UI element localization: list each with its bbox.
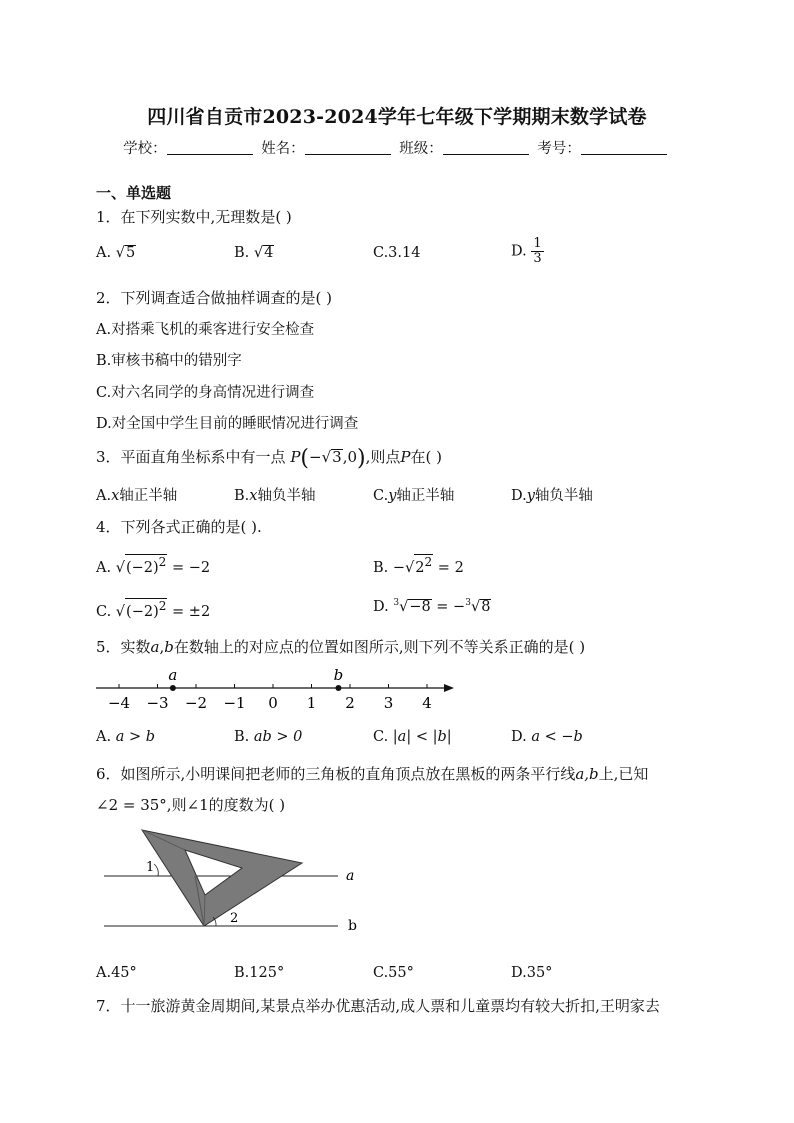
q4-b-inner: 2 [415, 559, 425, 576]
q3-c-pre: C. [373, 488, 389, 504]
q6-line1-post: 上,已知 [598, 765, 649, 783]
q3-option-a[interactable] [96, 484, 177, 505]
q4-option-a[interactable]: A. $√(-2)^2 = -2$ [96, 555, 211, 576]
q4-c-eq: = ±2 [167, 603, 211, 620]
q3-b-pre: B. [234, 488, 250, 504]
number-line-tick-label: −2 [184, 694, 208, 712]
line-b-label: b [348, 918, 357, 934]
number-line-point-b [335, 685, 341, 691]
q5-d-expr: a < −b [531, 729, 583, 745]
q4-option-b[interactable]: B. $-√2^2 = 2$ [373, 555, 464, 576]
q3-stem: 3．平面直角坐标系中有一点 P(−√3,0),则点P在( ) [96, 446, 442, 471]
q1-stem: 1．在下列实数中,无理数是( ) [96, 208, 292, 226]
q4-b-radicand [414, 554, 433, 575]
q5-b-pre: B. [234, 729, 254, 745]
q3-a-text: 轴正半轴 [119, 488, 178, 504]
q5-b-expr: ab > 0 [253, 729, 303, 745]
q5-var-a: a [150, 638, 160, 656]
q4-a-inner: (−2) [125, 559, 159, 576]
q3-option-d[interactable] [511, 484, 593, 505]
name-blank[interactable] [305, 139, 391, 155]
number-label: 考号： [537, 141, 581, 157]
number-line-tick-label: −4 [107, 694, 131, 712]
q1-option-c[interactable]: C.3.14 [373, 245, 421, 261]
q5-c-expr: |a| < |b| [392, 729, 452, 745]
q4-c-radicand [125, 598, 167, 619]
q6-option-b[interactable]: B.125° [234, 965, 285, 981]
q3-coord-tail: ,0 [342, 448, 358, 466]
q2-stem: 2．下列调查适合做抽样调查的是( ) [96, 289, 333, 307]
q2-option-b[interactable]: B.审核书稿中的错别字 [96, 353, 242, 369]
q5-stem-pre: 5．实数 [96, 638, 151, 656]
number-line-tick-label: −3 [146, 694, 169, 712]
q3-a-pre: A. [96, 488, 112, 504]
q3-stem-end: 在( ) [410, 448, 442, 466]
q3-c-var: y [388, 488, 397, 504]
q6-stem-line1 [96, 763, 648, 784]
q1-d-numerator: 1 [533, 236, 542, 251]
q5-stem [96, 636, 585, 657]
q4-b-exp: 2 [424, 555, 433, 569]
q5-sep: , [159, 638, 165, 656]
q4-d-index: 3 [393, 598, 400, 608]
q4-a-pre: A. [96, 559, 116, 576]
q3-stem-pre: 3．平面直角坐标系中有一点 [96, 448, 291, 466]
q3-a-var: x [111, 488, 120, 504]
q6-line1-vars: a,b [575, 765, 599, 783]
q3-b-text: 轴负半轴 [257, 488, 316, 504]
q4-c-exp: 2 [158, 599, 167, 613]
angle-1-label: 1 [146, 860, 155, 875]
q5-a-expr: a > b [115, 729, 155, 745]
q4-option-c[interactable]: C. $√(-2)^2 = \pm 2$ [96, 599, 211, 620]
q4-d-index-2: 3 [465, 598, 471, 608]
number-line-tick-label: 0 [268, 694, 278, 712]
q1-option-d[interactable] [511, 237, 544, 266]
q6-stem-line2: ∠2 = 35°,则∠1的度数为( ) [96, 796, 286, 814]
q4-option-d[interactable]: D. $^3$√−8 = −$^3$√8 [373, 598, 491, 615]
q7-stem: 7．十一旅游黄金周期间,某景点举办优惠活动,成人票和儿童票均有较大折扣,王明家去 [96, 997, 660, 1015]
q5-var-b: b [164, 638, 174, 656]
number-line-figure [92, 664, 462, 716]
q3-option-b[interactable] [234, 484, 315, 505]
q1-a-radicand: 5 [125, 245, 136, 261]
class-blank[interactable] [443, 139, 529, 155]
q5-option-c[interactable] [373, 729, 452, 745]
student-info-line [0, 137, 794, 158]
q3-coord-radicand: 3 [332, 448, 342, 466]
number-line-point-label-a: a [168, 666, 178, 684]
q2-option-d[interactable]: D.对全国中学生目前的睡眠情况进行调查 [96, 416, 359, 432]
q4-d-radicand: −8 [409, 598, 431, 615]
school-label: 学校： [123, 141, 167, 157]
q6-line1-pre: 6．如图所示,小明课间把老师的三角板的直角顶点放在黑板的两条平行线 [96, 765, 576, 783]
q6-option-c[interactable]: C.55° [373, 965, 414, 981]
number-line-point-label-b: b [333, 666, 344, 684]
q4-d-radicand-2: 8 [481, 598, 491, 615]
angle-2-label: 2 [230, 911, 239, 926]
q3-coord-minus: − [309, 448, 322, 466]
number-line-tick-label: 2 [345, 694, 355, 712]
number-line-tick-label: −1 [223, 694, 246, 712]
q5-a-pre: A. [96, 729, 116, 745]
triangle-ruler-icon [142, 830, 302, 926]
q2-option-c[interactable]: C.对六名同学的身高情况进行调查 [96, 385, 315, 401]
q4-d-pre: D. [373, 598, 394, 615]
q3-c-text: 轴正半轴 [396, 488, 455, 504]
school-blank[interactable] [167, 139, 253, 155]
q4-a-exp: 2 [158, 555, 167, 569]
q1-option-b[interactable]: B. √4 [234, 245, 274, 261]
q1-d-prefix: D. [511, 243, 532, 260]
q4-c-inner: (−2) [126, 603, 159, 620]
number-line-tick-label: 3 [383, 694, 394, 712]
q3-point-var: P [290, 448, 301, 466]
q1-option-a[interactable]: A. √5 [96, 245, 136, 261]
q1-b-prefix: B. [234, 245, 254, 261]
q4-d-eq: = − [431, 598, 466, 615]
q3-b-var: x [249, 488, 258, 504]
q5-option-d[interactable] [511, 729, 583, 745]
q1-a-prefix: A. [96, 245, 116, 261]
class-label: 班级： [399, 141, 443, 157]
q5-stem-post: 在数轴上的对应点的位置如图所示,则下列不等关系正确的是( ) [173, 638, 586, 656]
angle-1-arc [154, 864, 158, 876]
number-line-tick-label: 4 [422, 694, 432, 712]
q5-option-b[interactable] [234, 729, 302, 745]
number-line-arrow-icon [444, 684, 454, 692]
q2-option-a[interactable]: A.对搭乘飞机的乘客进行安全检查 [96, 322, 315, 338]
q3-d-var: y [526, 488, 535, 504]
section-heading: 一、单选题 [96, 184, 172, 202]
exam-title: 四川省自贡市2023-2024学年七年级下学期期末数学试卷 [147, 106, 647, 128]
number-line-tick-label: 1 [306, 694, 317, 712]
q4-stem: 4．下列各式正确的是( ). [96, 518, 262, 536]
q3-option-c[interactable] [373, 484, 454, 505]
q3-stem-mid: ,则点 [365, 448, 401, 466]
q1-d-fraction [531, 237, 543, 266]
q4-c-pre: C. [96, 603, 116, 620]
q5-option-a[interactable] [96, 729, 155, 745]
q1-d-denominator: 3 [533, 251, 542, 266]
number-line-points [168, 666, 343, 691]
name-label: 姓名： [261, 141, 305, 157]
q4-b-pre: B. − [373, 559, 406, 576]
triangle-ruler-figure [100, 826, 370, 938]
q1-b-radicand: 4 [264, 245, 274, 261]
number-line-point-a [170, 685, 176, 691]
q4-a-radicand [125, 554, 167, 575]
q6-option-d[interactable]: D.35° [511, 965, 553, 981]
q3-point-var-2: P [400, 448, 411, 466]
q3-d-pre: D. [511, 488, 527, 504]
q4-a-eq: = −2 [167, 559, 211, 576]
q4-b-eq: = 2 [433, 559, 464, 576]
q5-d-pre: D. [511, 729, 532, 745]
line-a-label: a [346, 868, 355, 884]
q5-c-pre: C. [373, 729, 393, 745]
q3-d-text: 轴负半轴 [534, 488, 593, 504]
q6-option-a[interactable]: A.45° [96, 965, 137, 981]
number-blank[interactable] [581, 139, 667, 155]
